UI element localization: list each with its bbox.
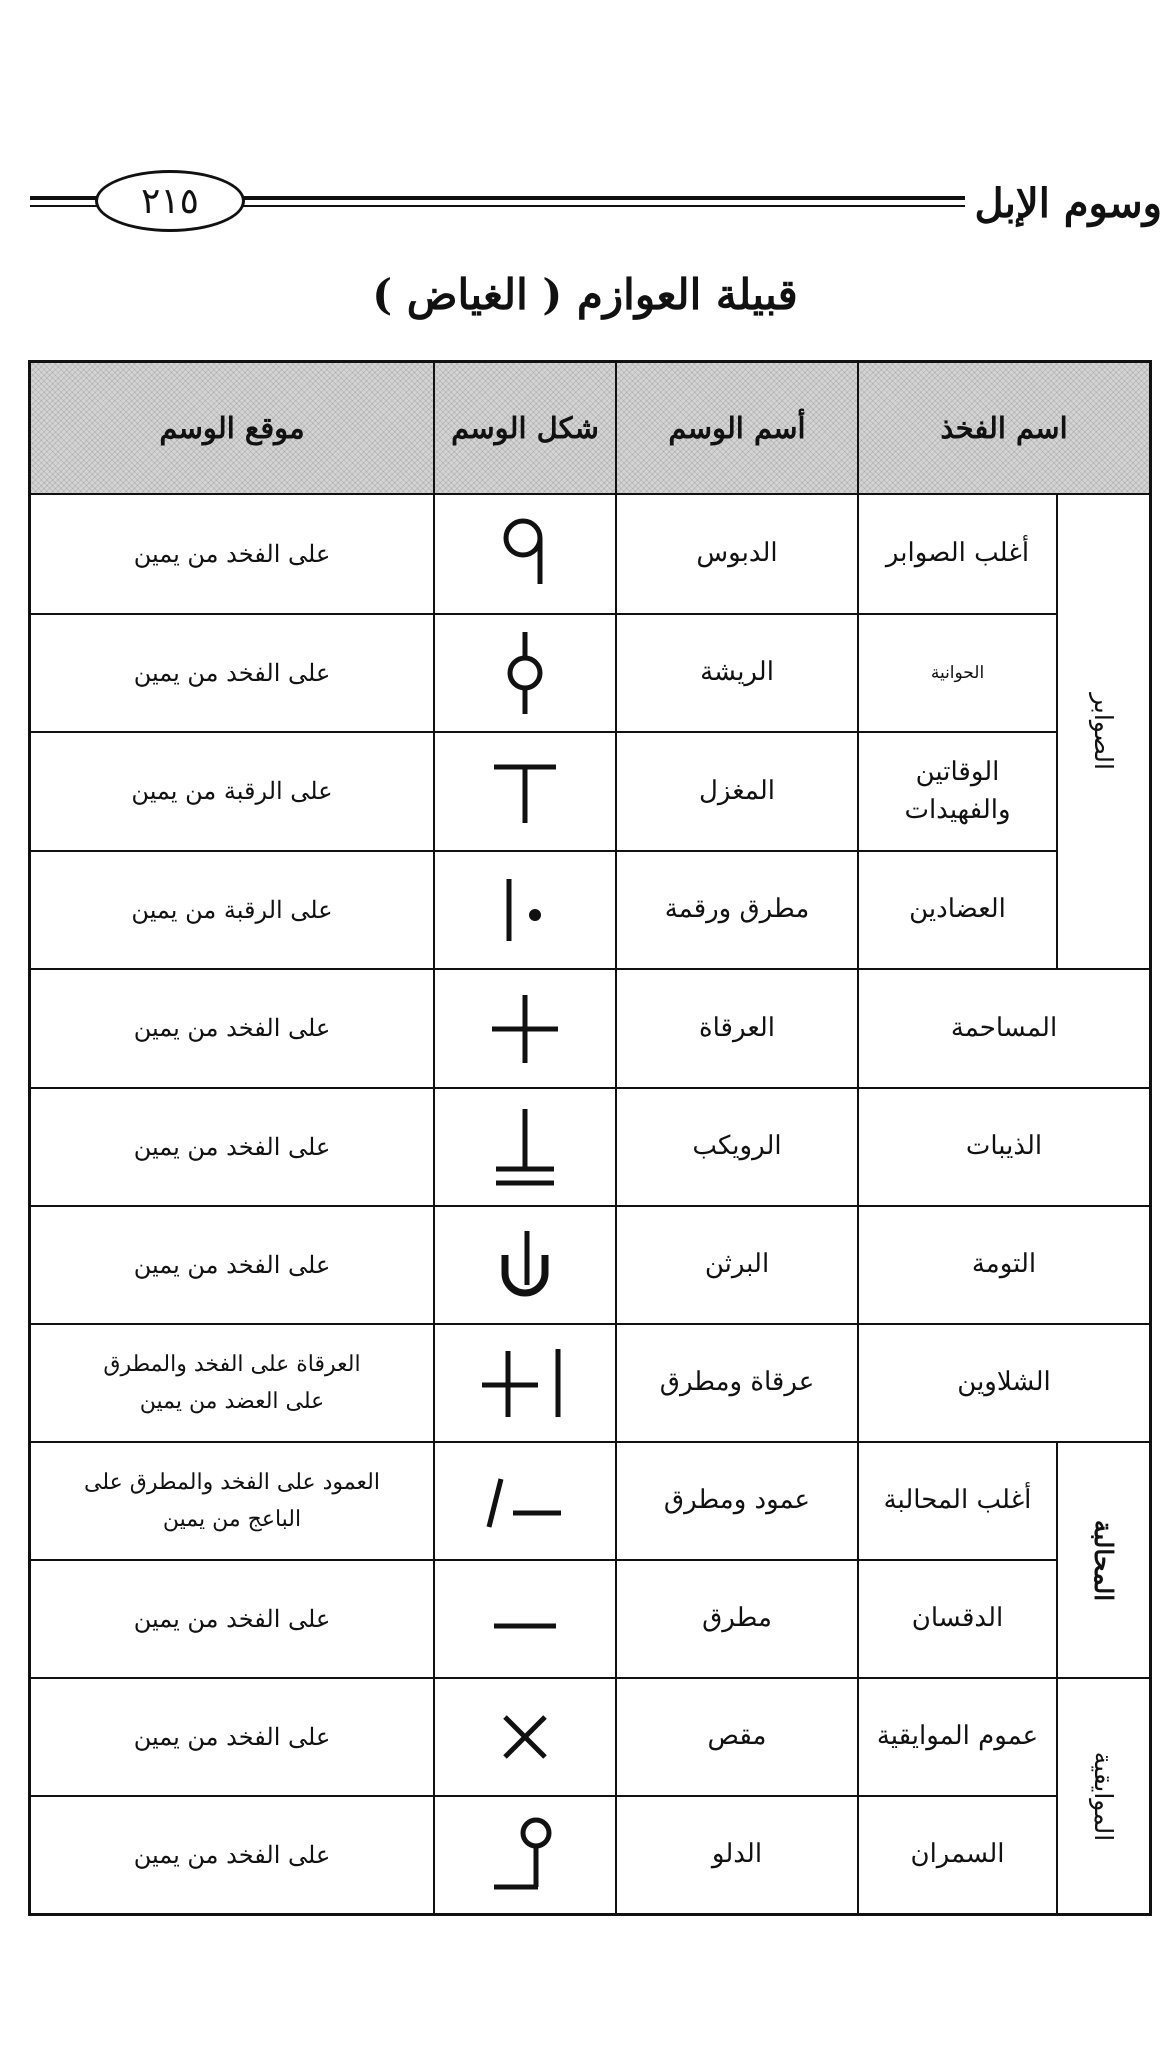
table-row-11-subtribe: عموم الموايقية	[876, 1721, 1039, 1752]
table-row-4-brand-name: مطرق ورقمة	[664, 894, 810, 925]
table-row-3-brand-name: المغزل	[699, 775, 775, 806]
table-row-7-subtribe: التومة	[971, 1249, 1037, 1280]
table-row-4-subtribe: العضادين	[909, 894, 1006, 925]
table-row-5-location: على الفخد من يمين	[133, 1014, 331, 1043]
table-row-4-location: على الرقبة من يمين	[131, 895, 333, 924]
table-row-7-location: على الفخد من يمين	[133, 1250, 331, 1279]
mitraq-mark-icon	[435, 1561, 615, 1677]
table-row-10-subtribe: الدقسان	[911, 1603, 1004, 1634]
burthun-mark-icon	[435, 1207, 615, 1323]
table-row-5-subtribe: المساحمة	[950, 1012, 1058, 1043]
table-row-8-location: العرقاة على الفخد والمطرق على العضد من يمين	[103, 1351, 361, 1414]
book-title: وسوم الإبل	[974, 180, 1162, 227]
table-row-1-subtribe: أغلب الصوابر	[885, 538, 1030, 569]
table-row-6-brand-name: الرويكب	[692, 1131, 782, 1162]
group-label-sawaber	[1058, 495, 1149, 968]
dalw-mark-icon	[435, 1797, 615, 1913]
group-label-mahalba	[1058, 1443, 1149, 1677]
table-row-1-location: على الفخد من يمين	[133, 539, 331, 568]
table-row-11-brand-name: مقص	[707, 1721, 767, 1752]
table-row-2-location: على الفخد من يمين	[133, 658, 331, 687]
column-header-brand-shape: شكل الوسم	[451, 411, 599, 445]
table-row-9-subtribe: أغلب المحالبة	[883, 1485, 1032, 1516]
ruwaykib-mark-icon	[435, 1089, 615, 1205]
amoud-mitraq-mark-icon	[435, 1443, 615, 1559]
column-header-subtribe: اسم الفخذ	[940, 411, 1068, 445]
column-header-brand-name: أسم الوسم	[668, 411, 806, 445]
risha-mark-icon	[435, 615, 615, 731]
table-row-9-brand-name: عمود ومطرق	[663, 1485, 811, 1516]
table-row-9-location: العمود على الفخد والمطرق على الباعج من يمين	[84, 1469, 380, 1532]
table-row-12-location: على الفخد من يمين	[133, 1840, 331, 1869]
column-header-brand-location: موقع الوسم	[159, 411, 305, 445]
arqa-mitraq-mark-icon	[435, 1325, 615, 1441]
dabbous-mark-icon	[435, 495, 615, 613]
miqass-mark-icon	[435, 1679, 615, 1795]
table-row-3-location: على الرقبة من يمين	[131, 777, 333, 806]
group-label-mawayqiya-text: الموايقية	[1089, 1751, 1118, 1841]
arqa-mark-icon	[435, 970, 615, 1087]
table-row-7-brand-name: البرثن	[704, 1249, 770, 1280]
page-title: قبيلة العوازم ( الغياض )	[372, 270, 798, 319]
page-number: ٢١٥	[95, 170, 245, 232]
table-row-10-location: على الفخد من يمين	[133, 1604, 331, 1633]
mighzal-mark-icon	[435, 733, 615, 850]
table-row-6-location: على الفخد من يمين	[133, 1132, 331, 1161]
table-row-5-brand-name: العرقاة	[699, 1012, 776, 1043]
table-row-2-brand-name: الريشة	[700, 657, 774, 688]
group-label-mahalba-text: المحالبة	[1089, 1519, 1118, 1601]
table-row-12-subtribe: السمران	[910, 1839, 1005, 1870]
table-row-11-location: على الفخد من يمين	[133, 1722, 331, 1751]
table-row-10-brand-name: مطرق	[702, 1603, 772, 1634]
table-row-2-subtribe: الحوانية	[930, 663, 985, 683]
table-row-8-brand-name: عرقاة ومطرق	[659, 1367, 815, 1398]
group-label-sawaber-text: الصوابر	[1089, 693, 1119, 770]
table-row-6-subtribe: الذيبات	[965, 1131, 1043, 1162]
table-row-8-subtribe: الشلاوين	[957, 1367, 1051, 1398]
table-row-3-subtribe: الوقاتين والفهيدات	[904, 756, 1011, 825]
mitraq-raqma-mark-icon	[435, 852, 615, 968]
group-label-mawayqiya	[1058, 1679, 1149, 1913]
table-row-12-brand-name: الدلو	[711, 1839, 763, 1870]
brands-table	[28, 360, 1152, 1916]
table-row-1-brand-name: الدبوس	[696, 538, 778, 569]
